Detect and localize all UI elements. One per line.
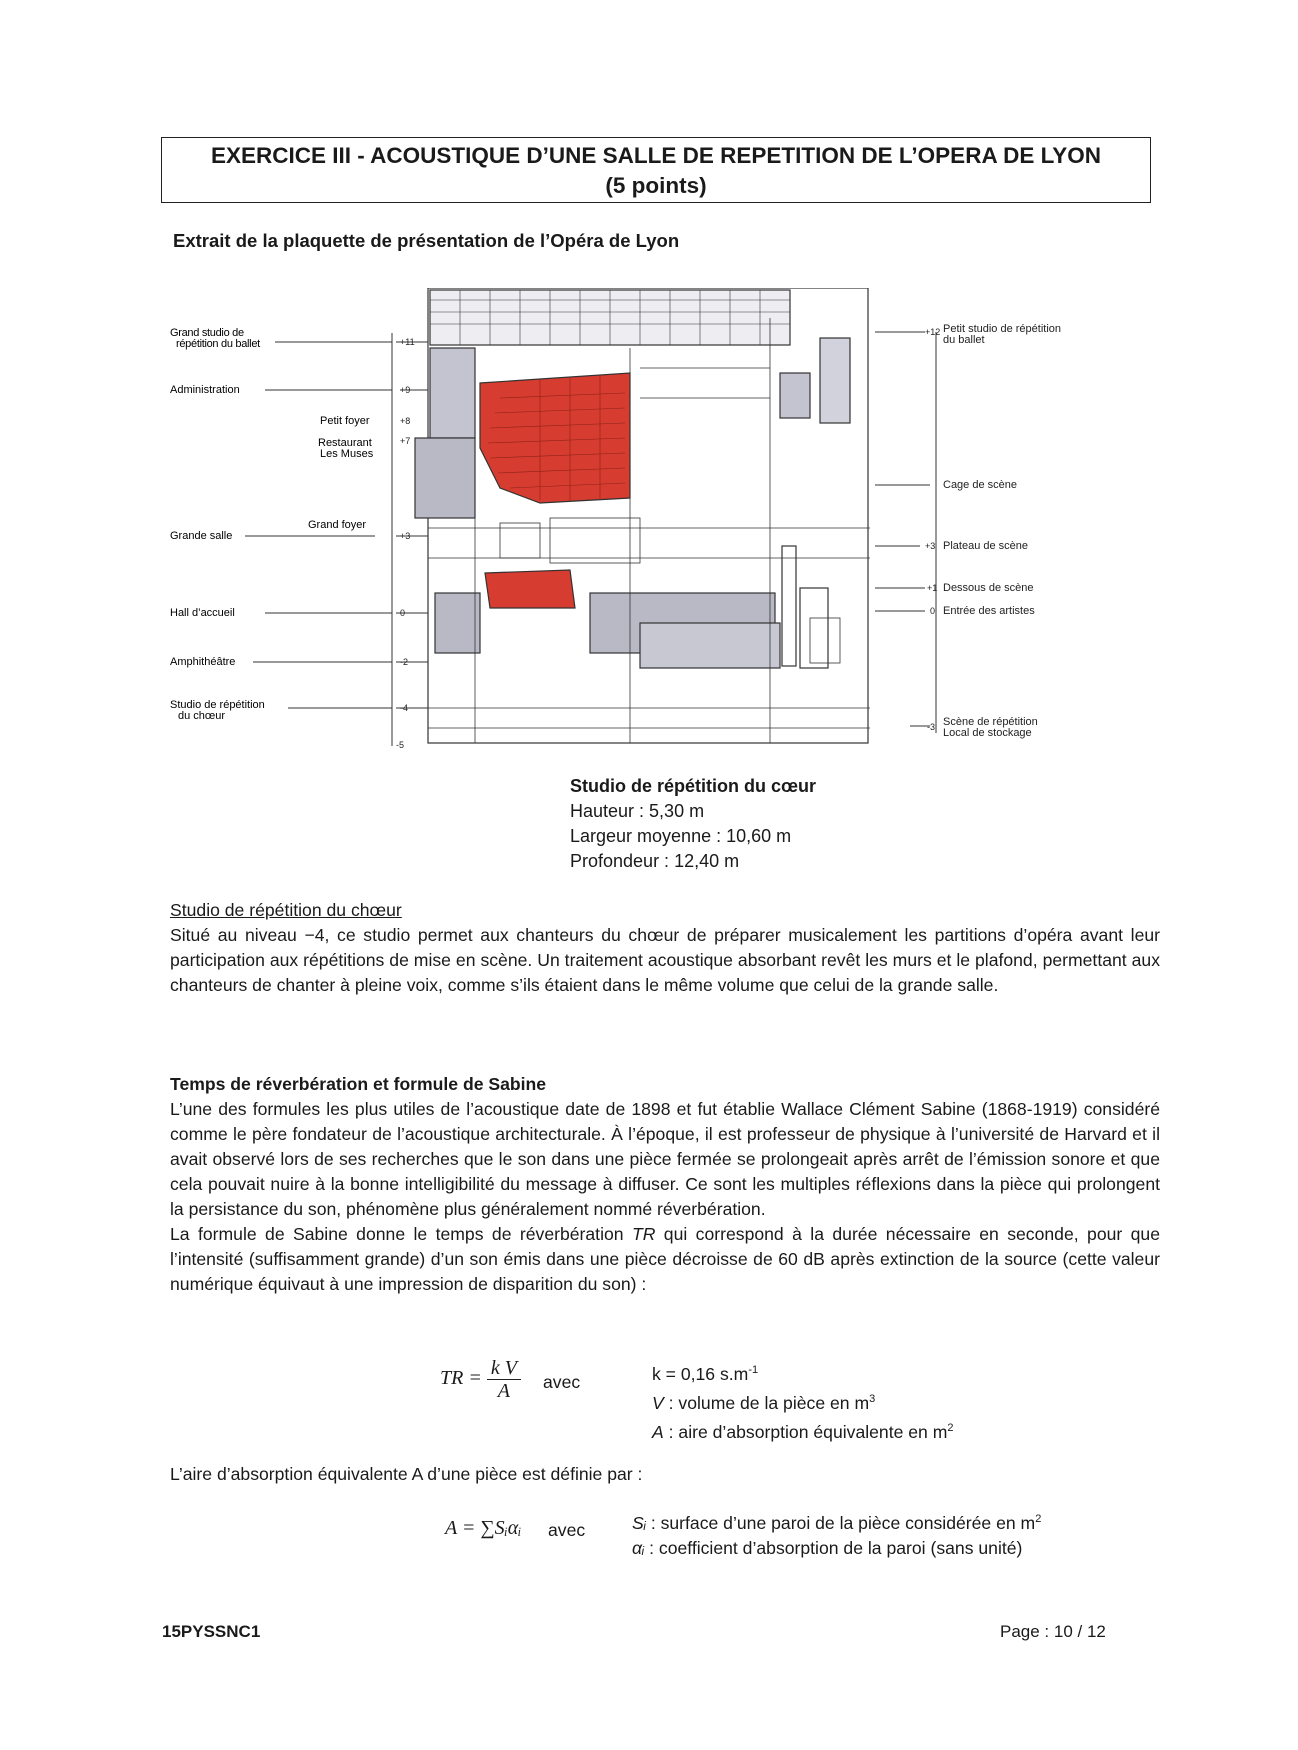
exercise-points: (5 points) (605, 173, 707, 198)
caption-profondeur: Profondeur : 12,40 m (570, 851, 740, 871)
label-restaurant: Restaurant (318, 437, 372, 449)
var-alpha: αᵢ : coefficient d’absorption de la paroi (sans unité) (632, 1537, 1023, 1558)
level-7: +7 (400, 436, 411, 446)
sabine-formula (440, 1357, 521, 1402)
sabine-section (170, 1072, 1160, 1297)
exercise-title-box (161, 137, 1151, 203)
label-local: Local de stockage (943, 727, 1032, 739)
label-petit-studio: Petit studio de répétition (943, 323, 1062, 335)
formula-variables (652, 1358, 954, 1445)
label-studio-choeur-2: du chœur (178, 710, 226, 722)
level-9: +9 (400, 385, 411, 395)
sabine-paragraph-1: L’une des formules les plus utiles de l’acoustique date de 1898 et fut établie Wallace Clément Sabine (1868-1919) considéré comme le père fondateur de l’acoustique architecturale. À l’époque, il est professeur de physique à l’université de Harvard et il avait observé lors de ses recherches que le son dans une pièce fermée se prolongeait après arrêt de l’émission sonore et que cela pouvait nuire à la bonne intelligibilité du message à diffuser. Ce sont les multiples réflexions dans la pièce qui prolongent la persistance du son, phénomène plus généralement nommé réverbération. (170, 1099, 1160, 1219)
label-entree: Entrée des artistes (943, 605, 1035, 617)
label-grande-salle: Grande salle (170, 530, 233, 542)
footer-code: 15PYSSNC1 (162, 1622, 261, 1641)
formula-denominator: A (497, 1380, 510, 1402)
caption-largeur: Largeur moyenne : 10,60 m (570, 826, 792, 846)
caption-heading: Studio de répétition du cœur (570, 776, 816, 796)
label-plateau: Plateau de scène (943, 540, 1029, 552)
level-8: +8 (400, 416, 411, 426)
formula2-avec: avec (548, 1520, 586, 1540)
level-r12: +12 (925, 327, 941, 337)
var-v: V : volume de la pièce en $m^3$ (652, 1392, 876, 1413)
label-grand-studio: Grand studio de (170, 327, 244, 339)
label-petit-foyer: Petit foyer (320, 415, 370, 427)
label-hall: Hall d’accueil (170, 607, 235, 619)
level-r0: 0 (930, 606, 936, 616)
label-scene-rep: Scène de répétition (943, 716, 1038, 728)
right-labels (925, 323, 1061, 739)
formula-fraction (487, 1357, 521, 1402)
level-minus-5: -5 (396, 740, 405, 750)
formula-numerator: k V (487, 1357, 521, 1380)
formula2-variables (632, 1507, 1041, 1561)
absorption-formula: A = ∑Sᵢαᵢ (445, 1517, 522, 1539)
var-s: Sᵢ : surface d’une paroi de la pièce considérée en $m^2$ (632, 1512, 1042, 1533)
label-petit-studio-2: du ballet (943, 334, 985, 346)
formula-avec: avec (543, 1372, 581, 1392)
level-0: 0 (400, 608, 406, 618)
label-restaurant-2: Les Muses (320, 448, 374, 460)
var-a: A : aire d’absorption équivalente en $m^2$ (652, 1421, 954, 1442)
figure-caption (570, 774, 816, 874)
level-3: +3 (400, 531, 411, 541)
studio-section (170, 898, 1160, 998)
level-r3: +3 (925, 541, 936, 551)
label-studio-choeur: Studio de répétition (170, 699, 265, 711)
footer-page: Page : 10 / 12 (1000, 1622, 1106, 1641)
level-minus-2: -2 (400, 657, 409, 667)
level-rm3: -3 (927, 722, 936, 732)
label-cage: Cage de scène (943, 479, 1017, 491)
label-dessous: Dessous de scène (943, 582, 1034, 594)
opera-cross-section-figure (170, 288, 1100, 758)
var-k: k = 0,16 $s.m^{-1}$ (652, 1363, 759, 1384)
caption-hauteur: Hauteur : 5,30 m (570, 801, 705, 821)
level-11: +11 (400, 337, 415, 347)
level-minus-4: -4 (400, 703, 409, 713)
studio-text: Situé au niveau −4, ce studio permet aux chanteurs du chœur de préparer musicalement les partitions d’opéra avant leur participation aux répétitions de mise en scène. Un traitement acoustique absorbant revêt les murs et le plafond, permettant aux chanteurs de chanter à pleine voix, comme s’ils étaient dans le même volume que celui de la grande salle. (170, 925, 1160, 995)
section-subtitle: Extrait de la plaquette de présentation de l’Opéra de Lyon (173, 230, 680, 251)
label-amphitheatre: Amphithéâtre (170, 656, 236, 668)
left-labels (170, 327, 374, 722)
level-r1: +1 (927, 583, 938, 593)
sabine-heading: Temps de réverbération et formule de Sabine (170, 1074, 547, 1094)
label-administration: Administration (170, 384, 240, 396)
studio-heading: Studio de répétition du chœur (170, 900, 402, 920)
formula-lhs: TR = (440, 1367, 482, 1390)
label-grand-studio-2: répétition du ballet (176, 338, 260, 350)
level-markers (396, 337, 415, 750)
label-grand-foyer: Grand foyer (308, 519, 367, 531)
absorption-intro: L’aire d’absorption équivalente A d’une pièce est définie par : (170, 1464, 643, 1484)
sabine-paragraph-2: La formule de Sabine donne le temps de réverbération TR qui correspond à la durée nécessaire en seconde, pour que l’intensité (suffisamment grande) d’un son émis dans une pièce décroisse de 60 dB après extinction de la source (cette valeur numérique équivaut à une impression de disparition du son) : (170, 1224, 1161, 1294)
exercise-title: EXERCICE III - ACOUSTIQUE D’UNE SALLE DE REPETITION DE L’OPERA DE LYON (210, 143, 1102, 168)
